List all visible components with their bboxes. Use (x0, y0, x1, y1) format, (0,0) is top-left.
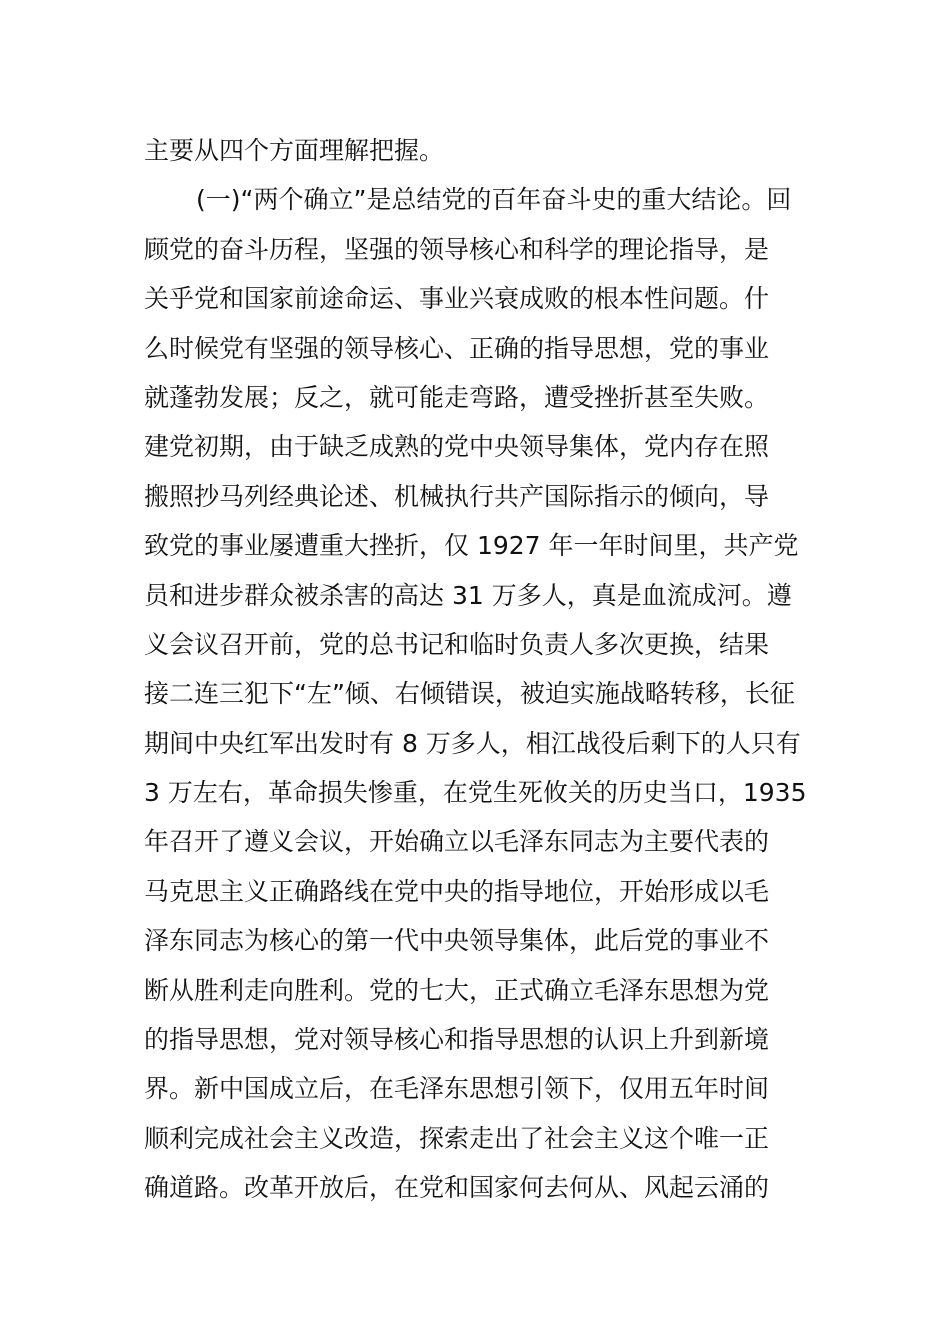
text-line: 主要从四个方面理解把握。 (144, 136, 445, 165)
text-line: 关乎党和国家前途命运、事业兴衰成败的根本性问题。什 (144, 284, 770, 314)
text-line: 马克思主义正确路线在党中央的指导地位，开始形成以毛 (144, 876, 770, 906)
text-line: 致党的事业屡遭重大挫折，仅 1927 年一年时间里，共产党 (144, 531, 799, 561)
text-line: 确道路。改革开放后，在党和国家何去何从、风起云涌的 (144, 1173, 770, 1203)
text-line: (一)“两个确立”是总结党的百年奋斗史的重大结论。回 (196, 185, 792, 215)
text-line: 年召开了遵义会议，开始确立以毛泽东同志为主要代表的 (144, 827, 770, 857)
text-line: 界。新中国成立后，在毛泽东思想引领下，仅用五年时间 (144, 1074, 770, 1104)
text-line: 顺利完成社会主义改造，探索走出了社会主义这个唯一正 (144, 1123, 770, 1153)
text-line: 断从胜利走向胜利。党的七大，正式确立毛泽东思想为党 (144, 975, 770, 1005)
text-line: 就蓬勃发展；反之，就可能走弯路，遭受挫折甚至失败。 (144, 382, 770, 412)
text-line: 义会议召开前，党的总书记和临时负责人多次更换，结果 (144, 629, 770, 659)
text-line: 泽东同志为核心的第一代中央领导集体，此后党的事业不 (144, 926, 770, 956)
body-text (144, 126, 814, 1213)
text-line: 建党初期，由于缺乏成熟的党中央领导集体，党内存在照 (144, 432, 770, 462)
text-line: 3 万左右，革命损失惨重，在党生死攸关的历史当口，1935 (144, 778, 807, 808)
text-line: 员和进步群众被杀害的高达 31 万多人，真是血流成河。遵 (144, 580, 792, 610)
text-line: 么时候党有坚强的领导核心、正确的指导思想，党的事业 (144, 333, 770, 363)
text-line: 接二连三犯下“左”倾、右倾错误，被迫实施战略转移，长征 (144, 679, 795, 709)
text-line: 期间中央红军出发时有 8 万多人，相江战役后剩下的人只有 (144, 728, 801, 758)
text-line: 顾党的奋斗历程，坚强的领导核心和科学的理论指导，是 (144, 234, 770, 264)
text-line: 搬照抄马列经典论述、机械执行共产国际指示的倾向，导 (144, 481, 770, 511)
text-line: 的指导思想，党对领导核心和指导思想的认识上升到新境 (144, 1025, 770, 1055)
